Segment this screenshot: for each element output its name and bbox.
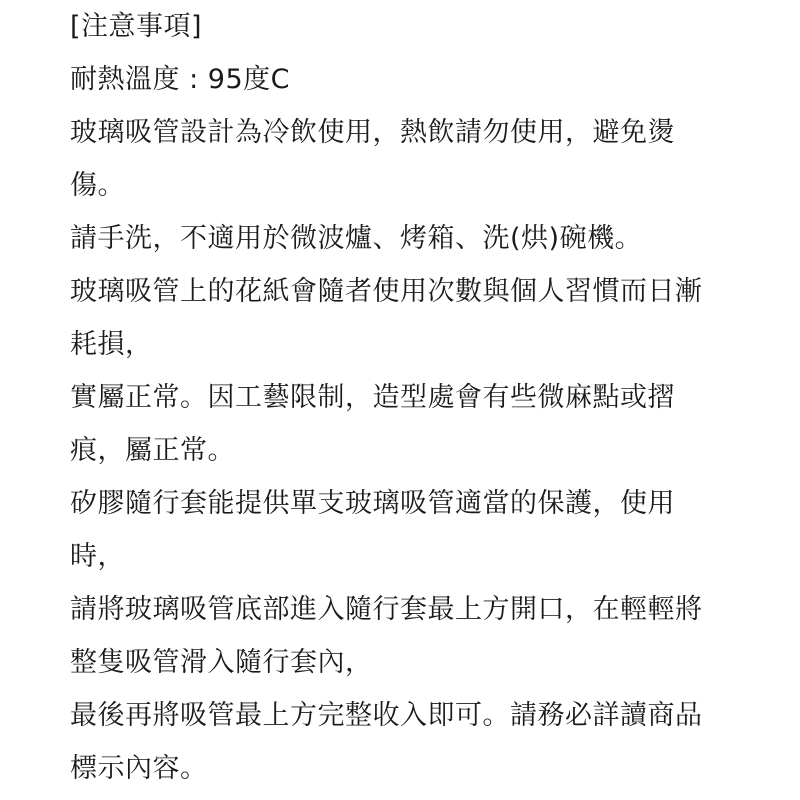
- text-line: 玻璃吸管上的花紙會隨者使用次數與個人習慣而日漸: [70, 276, 703, 307]
- notice-heading: [注意事項]: [70, 11, 203, 42]
- text-line: 玻璃吸管設計為冷飲使用，熱飲請勿使用，避免燙: [70, 117, 675, 148]
- text-line: 請將玻璃吸管底部進入隨行套最上方開口，在輕輕將: [70, 594, 703, 625]
- text-line: 整隻吸管滑入隨行套內，: [70, 647, 373, 678]
- text-line: 傷。: [70, 170, 125, 201]
- text-line: 標示內容。: [70, 753, 208, 784]
- text-line: 矽膠隨行套能提供單支玻璃吸管適當的保護，使用: [70, 488, 675, 519]
- text-line: 痕，屬正常。: [70, 435, 235, 466]
- text-line: 最後再將吸管最上方完整收入即可。請務必詳讀商品: [70, 700, 703, 731]
- text-line: 請手洗，不適用於微波爐、烤箱、洗(烘)碗機。: [70, 223, 643, 254]
- text-line: 耐熱溫度 : 95度C: [70, 64, 290, 95]
- text-line: 時，: [70, 541, 125, 572]
- text-line: 耗損，: [70, 329, 153, 360]
- text-line: 實屬正常。因工藝限制，造型處會有些微麻點或摺: [70, 382, 675, 413]
